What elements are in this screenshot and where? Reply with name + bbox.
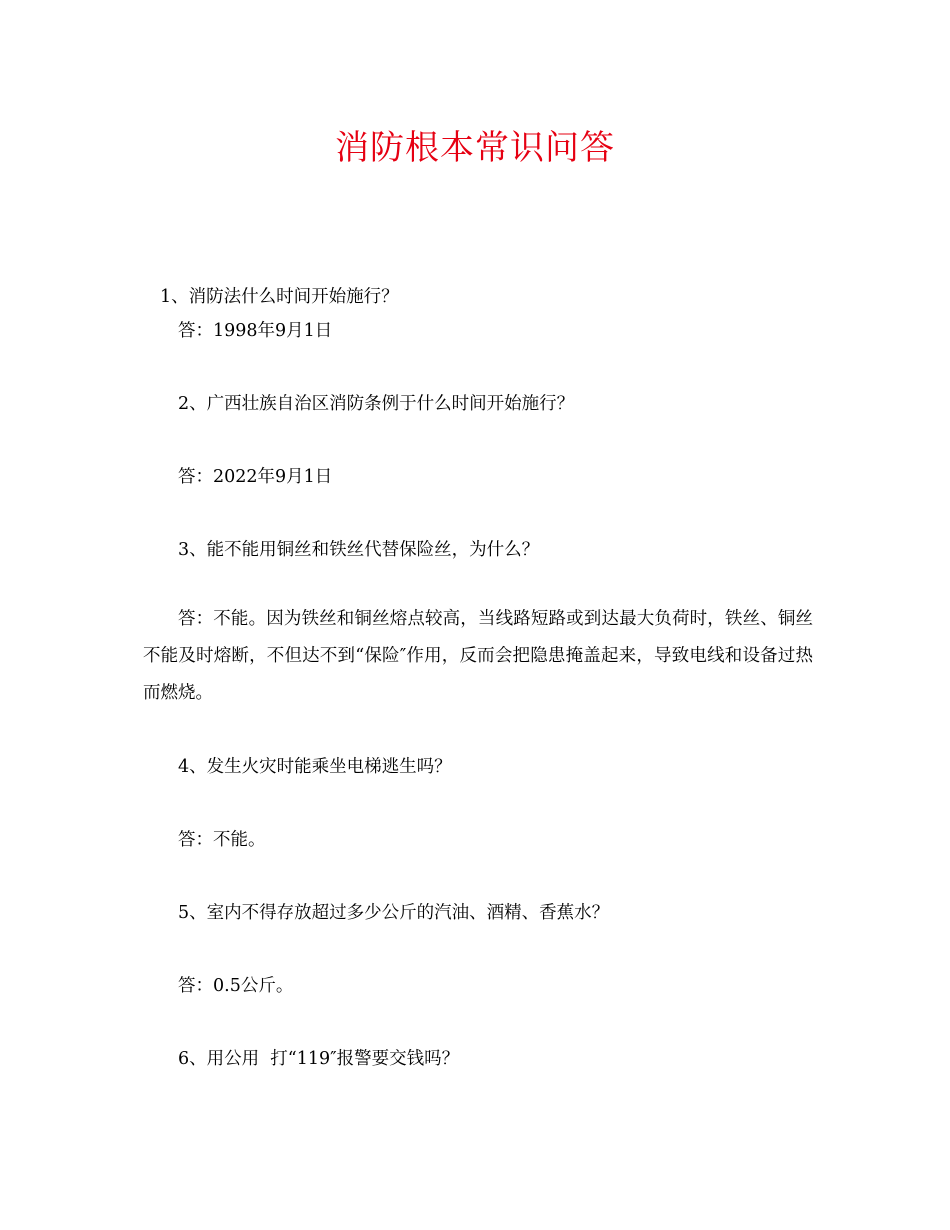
page-title: 消防根本常识问答 bbox=[335, 128, 615, 168]
answer-3: 答：不能。因为铁丝和铜丝熔点较高，当线路短路或到达最大负荷时，铁丝、铜丝不能及时熔断，不但达不到“保险″作用，反而会把隐患掩盖起来，导致电线和设备过热而燃烧。 bbox=[143, 609, 813, 703]
answer-1: 答：1998年9月1日 bbox=[178, 321, 333, 341]
question-6: 6、用公用 打“119″报警要交钱吗？ bbox=[178, 1049, 460, 1069]
question-5: 5、室内不得存放超过多少公斤的汽油、酒精、香蕉水？ bbox=[178, 903, 610, 923]
question-4: 4、发生火灾时能乘坐电梯逃生吗？ bbox=[178, 757, 452, 777]
question-2: 2、广西壮族自治区消防条例于什么时间开始施行？ bbox=[178, 394, 575, 414]
answer-4: 答：不能。 bbox=[178, 830, 266, 850]
answer-5: 答：0.5公斤。 bbox=[178, 976, 294, 996]
answer-2: 答：2022年9月1日 bbox=[178, 467, 333, 487]
question-3: 3、能不能用铜丝和铁丝代替保险丝，为什么？ bbox=[178, 540, 540, 560]
question-1: 1、消防法什么时间开始施行？ bbox=[160, 287, 399, 307]
